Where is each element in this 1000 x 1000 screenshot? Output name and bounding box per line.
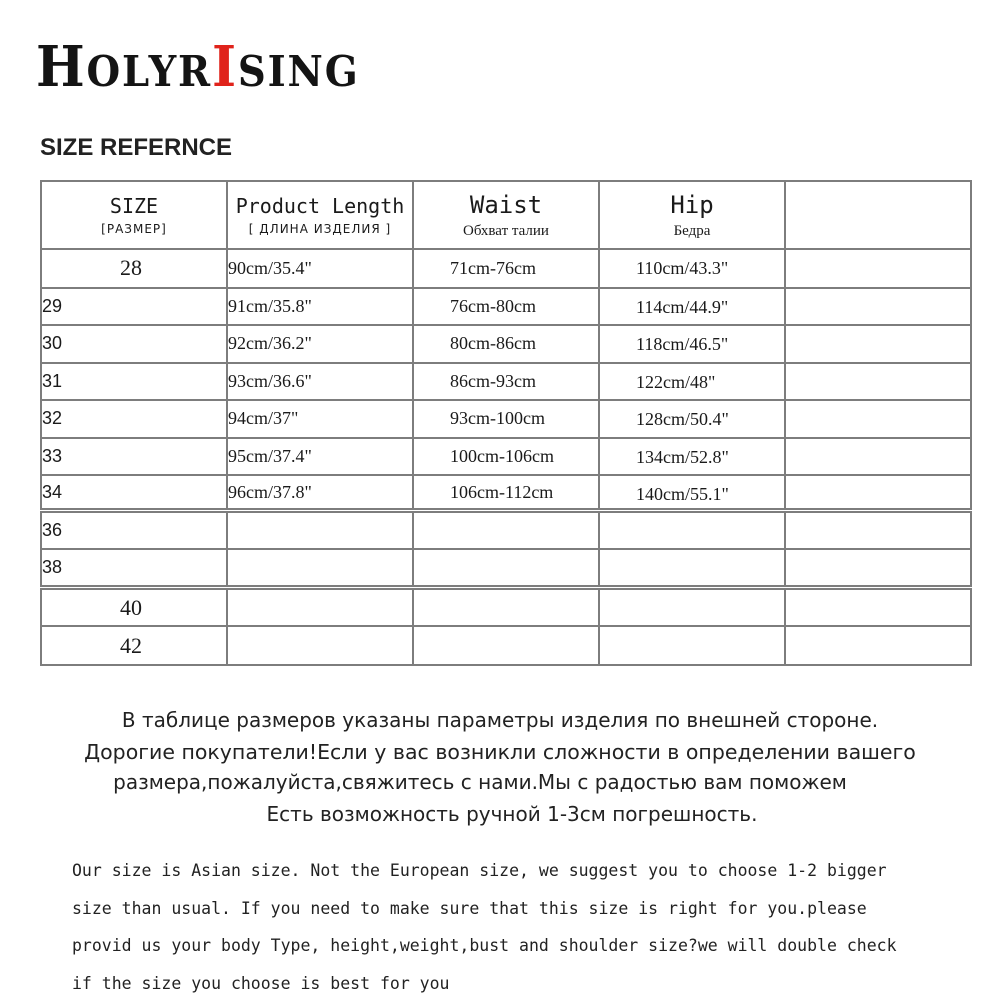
size-cell: 32 <box>41 400 227 438</box>
english-note-line-1: Our size is Asian size. Not the European size, we suggest you to choose 1-2 bigger <box>72 861 887 880</box>
waist-cell: 76cm-80cm <box>413 288 599 326</box>
hip-cell <box>599 549 785 588</box>
length-cell <box>227 549 413 588</box>
length-cell: 96cm/37.8" <box>227 475 413 511</box>
waist-cell: 71cm-76cm <box>413 249 599 288</box>
length-cell: 91cm/35.8" <box>227 288 413 326</box>
hip-cell: 134cm/52.8" <box>599 438 785 476</box>
empty-cell <box>785 511 971 550</box>
length-cell: 93cm/36.6" <box>227 363 413 401</box>
table-row <box>41 249 971 288</box>
header-hip-sub: Бедра <box>673 222 711 239</box>
size-cell: 34 <box>41 475 227 511</box>
header-empty <box>785 181 971 249</box>
russian-note-line-1: В таблице размеров указаны параметры изделия по внешней стороне. <box>121 708 879 732</box>
hip-cell: 114cm/44.9" <box>599 288 785 326</box>
hip-cell: 118cm/46.5" <box>599 325 785 363</box>
hip-cell: 110cm/43.3" <box>599 249 785 288</box>
table-row <box>41 588 971 627</box>
length-cell: 90cm/35.4" <box>227 249 413 288</box>
header-length <box>227 181 413 249</box>
empty-cell <box>785 325 971 363</box>
section-title: SIZE REFERNCE <box>40 134 233 161</box>
russian-note-line-2: Дорогие покупатели!Если у вас возникли сложности в определении вашего <box>84 740 916 764</box>
header-hip <box>599 181 785 249</box>
empty-cell <box>785 438 971 476</box>
size-cell: 40 <box>41 588 227 627</box>
hip-cell <box>599 626 785 665</box>
empty-cell <box>785 626 971 665</box>
table-row <box>41 511 971 550</box>
table-row <box>41 475 971 511</box>
hip-cell: 128cm/50.4" <box>599 400 785 438</box>
table-row <box>41 288 971 326</box>
empty-cell <box>785 400 971 438</box>
header-size-sub: [РАЗМЕР] <box>101 222 167 236</box>
length-cell: 94cm/37" <box>227 400 413 438</box>
english-note-line-2: size than usual. If you need to make sure that this size is right for you.please <box>72 899 867 918</box>
header-size <box>41 181 227 249</box>
empty-cell <box>785 588 971 627</box>
header-waist-label: Waist <box>469 190 543 219</box>
size-cell: 38 <box>41 549 227 588</box>
header-waist-sub: Обхват талии <box>463 222 549 239</box>
size-cell: 29 <box>41 288 227 326</box>
size-cell: 31 <box>41 363 227 401</box>
length-cell <box>227 588 413 627</box>
header-length-label: Product Length <box>235 194 405 218</box>
waist-cell <box>413 511 599 550</box>
size-table <box>40 180 972 666</box>
waist-cell <box>413 626 599 665</box>
size-cell: 33 <box>41 438 227 476</box>
hip-cell <box>599 511 785 550</box>
waist-cell: 86cm-93cm <box>413 363 599 401</box>
russian-note-line-3: размера,пожалуйста,свяжитесь с нами.Мы с радостью вам поможем <box>113 770 847 794</box>
waist-cell <box>413 588 599 627</box>
length-cell: 92cm/36.2" <box>227 325 413 363</box>
waist-cell: 93cm-100cm <box>413 400 599 438</box>
table-row <box>41 363 971 401</box>
waist-cell: 106cm-112cm <box>413 475 599 511</box>
header-hip-label: Hip <box>670 190 714 219</box>
table-header-row <box>41 181 971 249</box>
length-cell <box>227 511 413 550</box>
hip-cell <box>599 588 785 627</box>
table-row <box>41 438 971 476</box>
table-row <box>41 325 971 363</box>
size-cell: 28 <box>41 249 227 288</box>
hip-cell: 140cm/55.1" <box>599 475 785 511</box>
header-size-label: SIZE <box>109 194 159 218</box>
waist-cell: 100cm-106cm <box>413 438 599 476</box>
length-cell <box>227 626 413 665</box>
length-cell: 95cm/37.4" <box>227 438 413 476</box>
table-row <box>41 400 971 438</box>
header-length-sub: [ ДЛИНА ИЗДЕЛИЯ ] <box>248 222 392 236</box>
hip-cell: 122cm/48" <box>599 363 785 401</box>
empty-cell <box>785 363 971 401</box>
english-note-line-3: provid us your body Type, height,weight,bust and shoulder size?we will double check <box>72 936 897 955</box>
table-row <box>41 549 971 588</box>
empty-cell <box>785 249 971 288</box>
waist-cell: 80cm-86cm <box>413 325 599 363</box>
empty-cell <box>785 549 971 588</box>
english-note-line-4: if the size you choose is best for you <box>72 974 450 993</box>
brand-logo: HOLYRISING <box>36 34 360 100</box>
waist-cell <box>413 549 599 588</box>
header-waist <box>413 181 599 249</box>
size-cell: 30 <box>41 325 227 363</box>
table-row <box>41 626 971 665</box>
size-cell: 36 <box>41 511 227 550</box>
empty-cell <box>785 288 971 326</box>
size-cell: 42 <box>41 626 227 665</box>
russian-note-line-4: Есть возможность ручной 1-3см погрешность. <box>266 802 758 826</box>
empty-cell <box>785 475 971 511</box>
